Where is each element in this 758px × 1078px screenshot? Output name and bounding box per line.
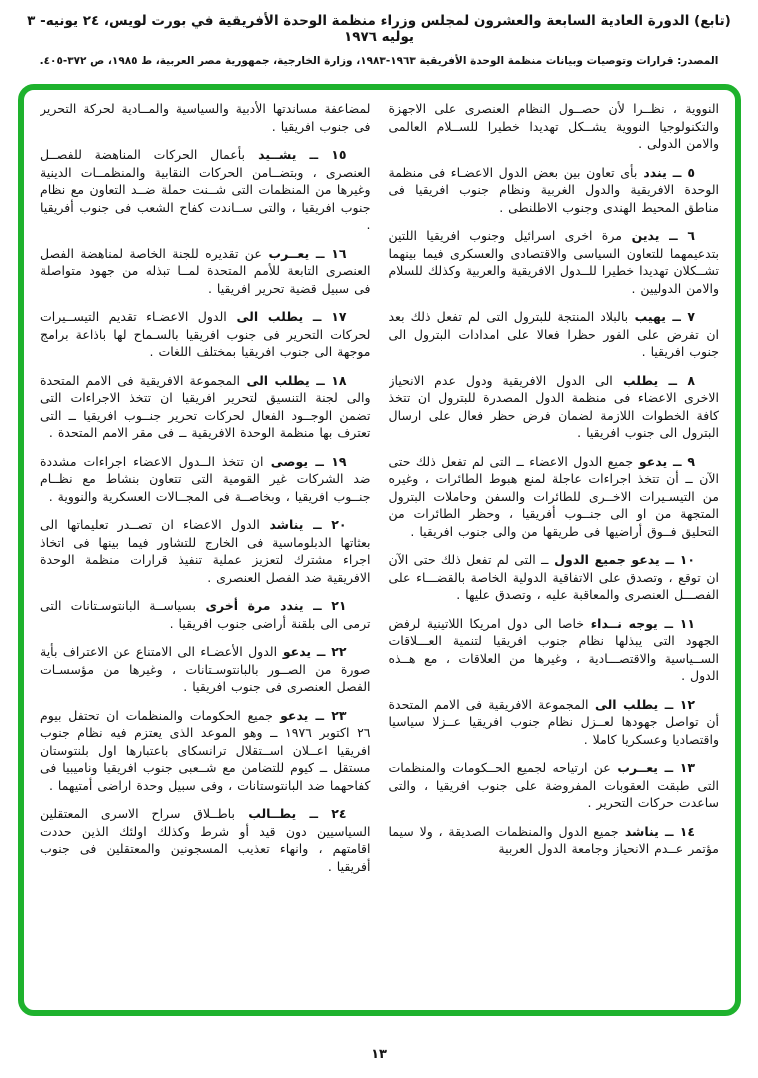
paragraph-lead: ٢٣ ــ يدعو xyxy=(272,707,347,723)
paragraph-lead: ٩ ــ يدعو xyxy=(633,453,696,469)
resolution-paragraph xyxy=(389,453,720,541)
paragraph-text: جميع الدول الاعضاء ــ التى لم تفعل ذلك حتى الآن ــ أن تتخذ اجراءات عاجلة لمنع هبوط الطائرات ، وغيره من التيسـيرات الاخــرى للطائرات والسفن وحاملات البترول المتجهة من او الى جنــوب أفريقيا ، وحظر الطائرات من التحليق فــوق أراضيها فى طريقها من والى جنوب افريقيا . xyxy=(388,453,719,539)
paragraph-text: المجموعة الافريقية فى الامم المتحدة والى لجنة التنسيق لتحرير افريقيا ان تتخذ الاجراءات التى تضمن الوجــود الفعال لحركات تحرير جنــوب افريقيا ــ التى تعترف بها منظمة الوحدة الافريقية ــ فى مقر الامم المتحدة . xyxy=(40,372,371,440)
resolution-paragraph xyxy=(389,696,720,749)
paragraph-text: بأى تعاون بين بعض الدول الاعضـاء فى منظمة الوحدة الافريقية والدول الغربية ونظام جنوب افريقيا فى مناطق المحيط الهندى وجنوب الاطلنطى . xyxy=(388,164,719,215)
resolution-paragraph xyxy=(40,245,371,298)
paragraph-text: الى الدول الافريقية ودول عدم الانحياز الاخرى الاعضاء فى منظمة الدول المصدرة للبترول ان تتخذ كافة الخطوات اللازمة لضمان فرض حظر فعال على ارسال البترول الى جنوب افريقيا . xyxy=(388,372,719,440)
resolution-paragraph xyxy=(389,308,720,361)
resolution-paragraph xyxy=(389,164,720,217)
page-number: ١٣ xyxy=(371,1047,387,1062)
document-header xyxy=(0,13,758,67)
paragraph-lead: ١٨ ــ يطلب الى xyxy=(239,372,347,388)
paragraph-text: باطــلاق سراح الاسرى المعتقلين السياسيين دون قيد أو شرط وكذلك اولئك الذين حددت اقامتهم ، وانهاء تعذيب المسجونين والمعتقلين فى جنوب أفريقيا . xyxy=(40,806,371,874)
resolution-paragraph xyxy=(40,707,371,795)
column-left xyxy=(40,100,371,1004)
paragraph-lead: ٢٢ ــ يدعو xyxy=(277,644,347,659)
resolution-paragraph xyxy=(40,372,371,442)
column-right xyxy=(389,100,720,1004)
paragraph-text: بسياســة البانتوسـتانات التى ترمى الى بلقنة أراضى جنوب افريقيا . xyxy=(40,598,371,631)
resolution-paragraph xyxy=(40,805,371,875)
paragraph-text: الدول الأعضـاء الى الامتناع عن الاعتراف بأية صورة من الصــور بالبانتوسـتانات ، وغيرها من مؤسسـات الفصل العنصرى فى جنوب افريقيا . xyxy=(40,644,371,694)
paragraph-lead: ١٢ ــ يطلب الى xyxy=(588,696,695,712)
paragraph-text: المجموعة الافريقية فى الامم المتحدة أن تواصل جهودها لعــزل نظام جنوب افريقيا عــزلا سياسيا واقتصاديا وعسكريا كاملا . xyxy=(388,696,719,747)
resolution-paragraph xyxy=(389,615,720,685)
paragraph-text: جميع الدول والمنظمات الصديقة ، ولا سيما مؤتمر عــدم الانحياز وجامعة الدول العربية xyxy=(388,823,719,856)
paragraph-text: عن ارتياحه لجميع الحــكومات والمنظمات التى طبقت العقوبات المفروضة على جنوب افريقيا ، والتى ساعدت حركات التحرير . xyxy=(388,760,719,810)
resolution-paragraph xyxy=(389,759,720,812)
paragraph-lead: ١٩ ــ يوصى xyxy=(263,453,347,469)
paragraph-text: لمضاعفة مساندتها الأدبية والسياسية والمــادية لحركة التحرير فى جنوب افريقيا . xyxy=(40,101,371,134)
resolution-paragraph xyxy=(40,597,371,632)
resolution-paragraph xyxy=(40,516,371,586)
paragraph-lead: ١١ ــ يوجه نــداء xyxy=(584,615,695,631)
paragraph-lead: ٢١ ــ يندد مرة أخرى xyxy=(195,598,347,613)
resolution-paragraph xyxy=(40,308,371,361)
header-title: (تابع) الدورة العادية السابعة والعشرون لمجلس وزراء منظمة الوحدة الأفريقية في بورت لويس، ٢٤ يونيه- ٣ يوليه ١٩٧٦ xyxy=(27,13,731,45)
paragraph-lead: ١٤ ــ يناشد xyxy=(618,823,695,839)
paragraph-lead: ١٠ ــ يدعو جميع الدول xyxy=(548,552,695,567)
paragraph-text: ان تتخذ الــدول الاعضاء اجراءات مشددة ضد الشركات غير القومية التى تتعاون بنشاط مع نظــام جنــوب افريقيا ، وبخاصــة فى المجــالات العسكرية والنووية . xyxy=(40,453,371,504)
paragraph-text: عن تقديره للجنة الخاصة لمناهضة الفصل العنصرى التابعة للأمم المتحدة لمــا تبذله من جهود متواصلة فى سبيل قضية تحرير افريقيا . xyxy=(40,245,371,296)
paragraph-lead: ١٦ ــ يعــرب xyxy=(261,245,347,261)
continuation-paragraph xyxy=(40,100,371,135)
paragraph-text: خاصا الى دول امريكا اللاتينية لرفض الجهود التى يبذلها نظام جنوب افريقيا لتنمية العـــلاقات الســياسية والاقتصـــادية ، وغيرها من العلاقات ، مع هــذه الدول . xyxy=(388,615,719,683)
resolution-paragraph xyxy=(40,146,371,234)
resolution-paragraph xyxy=(40,643,371,696)
paragraph-lead: ٨ ــ يطلب xyxy=(612,372,695,388)
paragraph-lead: ١٣ ــ يعــرب xyxy=(610,760,696,775)
paragraph-text: بأعمال الحركات المناهضة للفصــل العنصرى ، وبتضــامن الحركات النقابية والمنظمــات الدينية وغيرها من المنظمات التى شــنت حملة ضــد التعاون مع نظام جنوب افريقيا ، والتى ســاندت كفاح الشعب فى جنوب أفريقيا . xyxy=(40,147,371,232)
resolution-paragraph xyxy=(389,551,720,604)
header-source: المصدر: قرارات وتوصيات وبيانات منظمة الوحدة الأفريقية ١٩٦٣-١٩٨٣، وزارة الخارجية، جمهورية مصر العربية، ط ١٩٨٥، ص ٣٧٢-٤٠٥. xyxy=(39,55,719,67)
paragraph-lead: ٢٠ ــ يناشد xyxy=(259,517,347,532)
paragraph-lead: ١٧ ــ يطلب الى xyxy=(226,309,347,324)
paragraph-text: مرة اخرى اسرائيل وجنوب افريقيا اللتين بتدعيمهما للتعاون السياسى والاقتصادى والعسكرى فيما بينهما تشــكلان تهديدا خطيرا للــدول الافريقية والعربية وكذلك للسلام والامن الدوليين . xyxy=(388,228,719,296)
content-frame xyxy=(18,84,741,1016)
paragraph-text: الدول الاعضـاء تقديم التيســيرات لحركات التحرير فى جنوب افريقيا بالسـماح لها باذاعة برامج موجهة الى جنوب افريقيا بمختلف اللغات . xyxy=(40,309,371,359)
paragraph-lead: ١٥ ــ يشــيد xyxy=(245,147,347,162)
paragraph-lead: ٥ ــ يندد xyxy=(637,164,695,180)
resolution-paragraph xyxy=(40,453,371,506)
resolution-paragraph xyxy=(389,227,720,297)
paragraph-text: جميع الحكومات والمنظمات ان تحتفل بيوم ٢٦ اكتوبر ١٩٧٦ ــ وهو الموعد الذى يعتزم فيه نظام جنوب افريقيا اعــلان اســتقلال ترانسكاى باعتبارها اول بلنتوستان مستقل ــ كيوم للتضامن مع شــعبى جنوب افريقيا وناميبيا فى كفاحهما ضد البانتوستانات ، وفى سبيل وحدة اراضى أمتيهما . xyxy=(40,707,371,793)
paragraph-lead: ٦ ــ يدين xyxy=(621,228,695,243)
continuation-paragraph xyxy=(389,100,720,153)
paragraph-text: بالبلاد المنتجة للبترول التى لم تفعل ذلك بعد ان تفرض على الفور حظرا فعالا على امدادات البترول الى جنوب افريقيا . xyxy=(388,309,719,359)
paragraph-text: ــ التى لم تفعل ذلك حتى الآن ان توقع ، وتصدق على الاتفاقية الدولية الخاصة بالقضـــاء على الفصـــل العنصرى والمعاقبة عليه ، وتصدق عليها . xyxy=(388,552,719,602)
paragraph-lead: ٧ ــ يهيب xyxy=(628,309,695,324)
resolution-paragraph xyxy=(389,823,720,858)
resolution-paragraph xyxy=(389,372,720,442)
paragraph-text: النووية ، نظــرا لأن حصــول النظام العنصرى على الاجهزة والتكنولوجيا النووية يشــكل تهديدا خطيرا للســلام العالمى والامن الدولى . xyxy=(388,101,719,151)
paragraph-text: الدول الاعضاء ان تصــدر تعليماتها الى بعثاتها الدبلوماسية فى الخارج للتشاور فيما بينها فى اتخاذ اجراء مشترك لتعزيز عملية تنفيذ قرارات منظمة الوحدة الافريقية ضد الفصل العنصرى . xyxy=(40,517,371,585)
paragraph-lead: ٢٤ ــ يطــالب xyxy=(234,806,347,821)
